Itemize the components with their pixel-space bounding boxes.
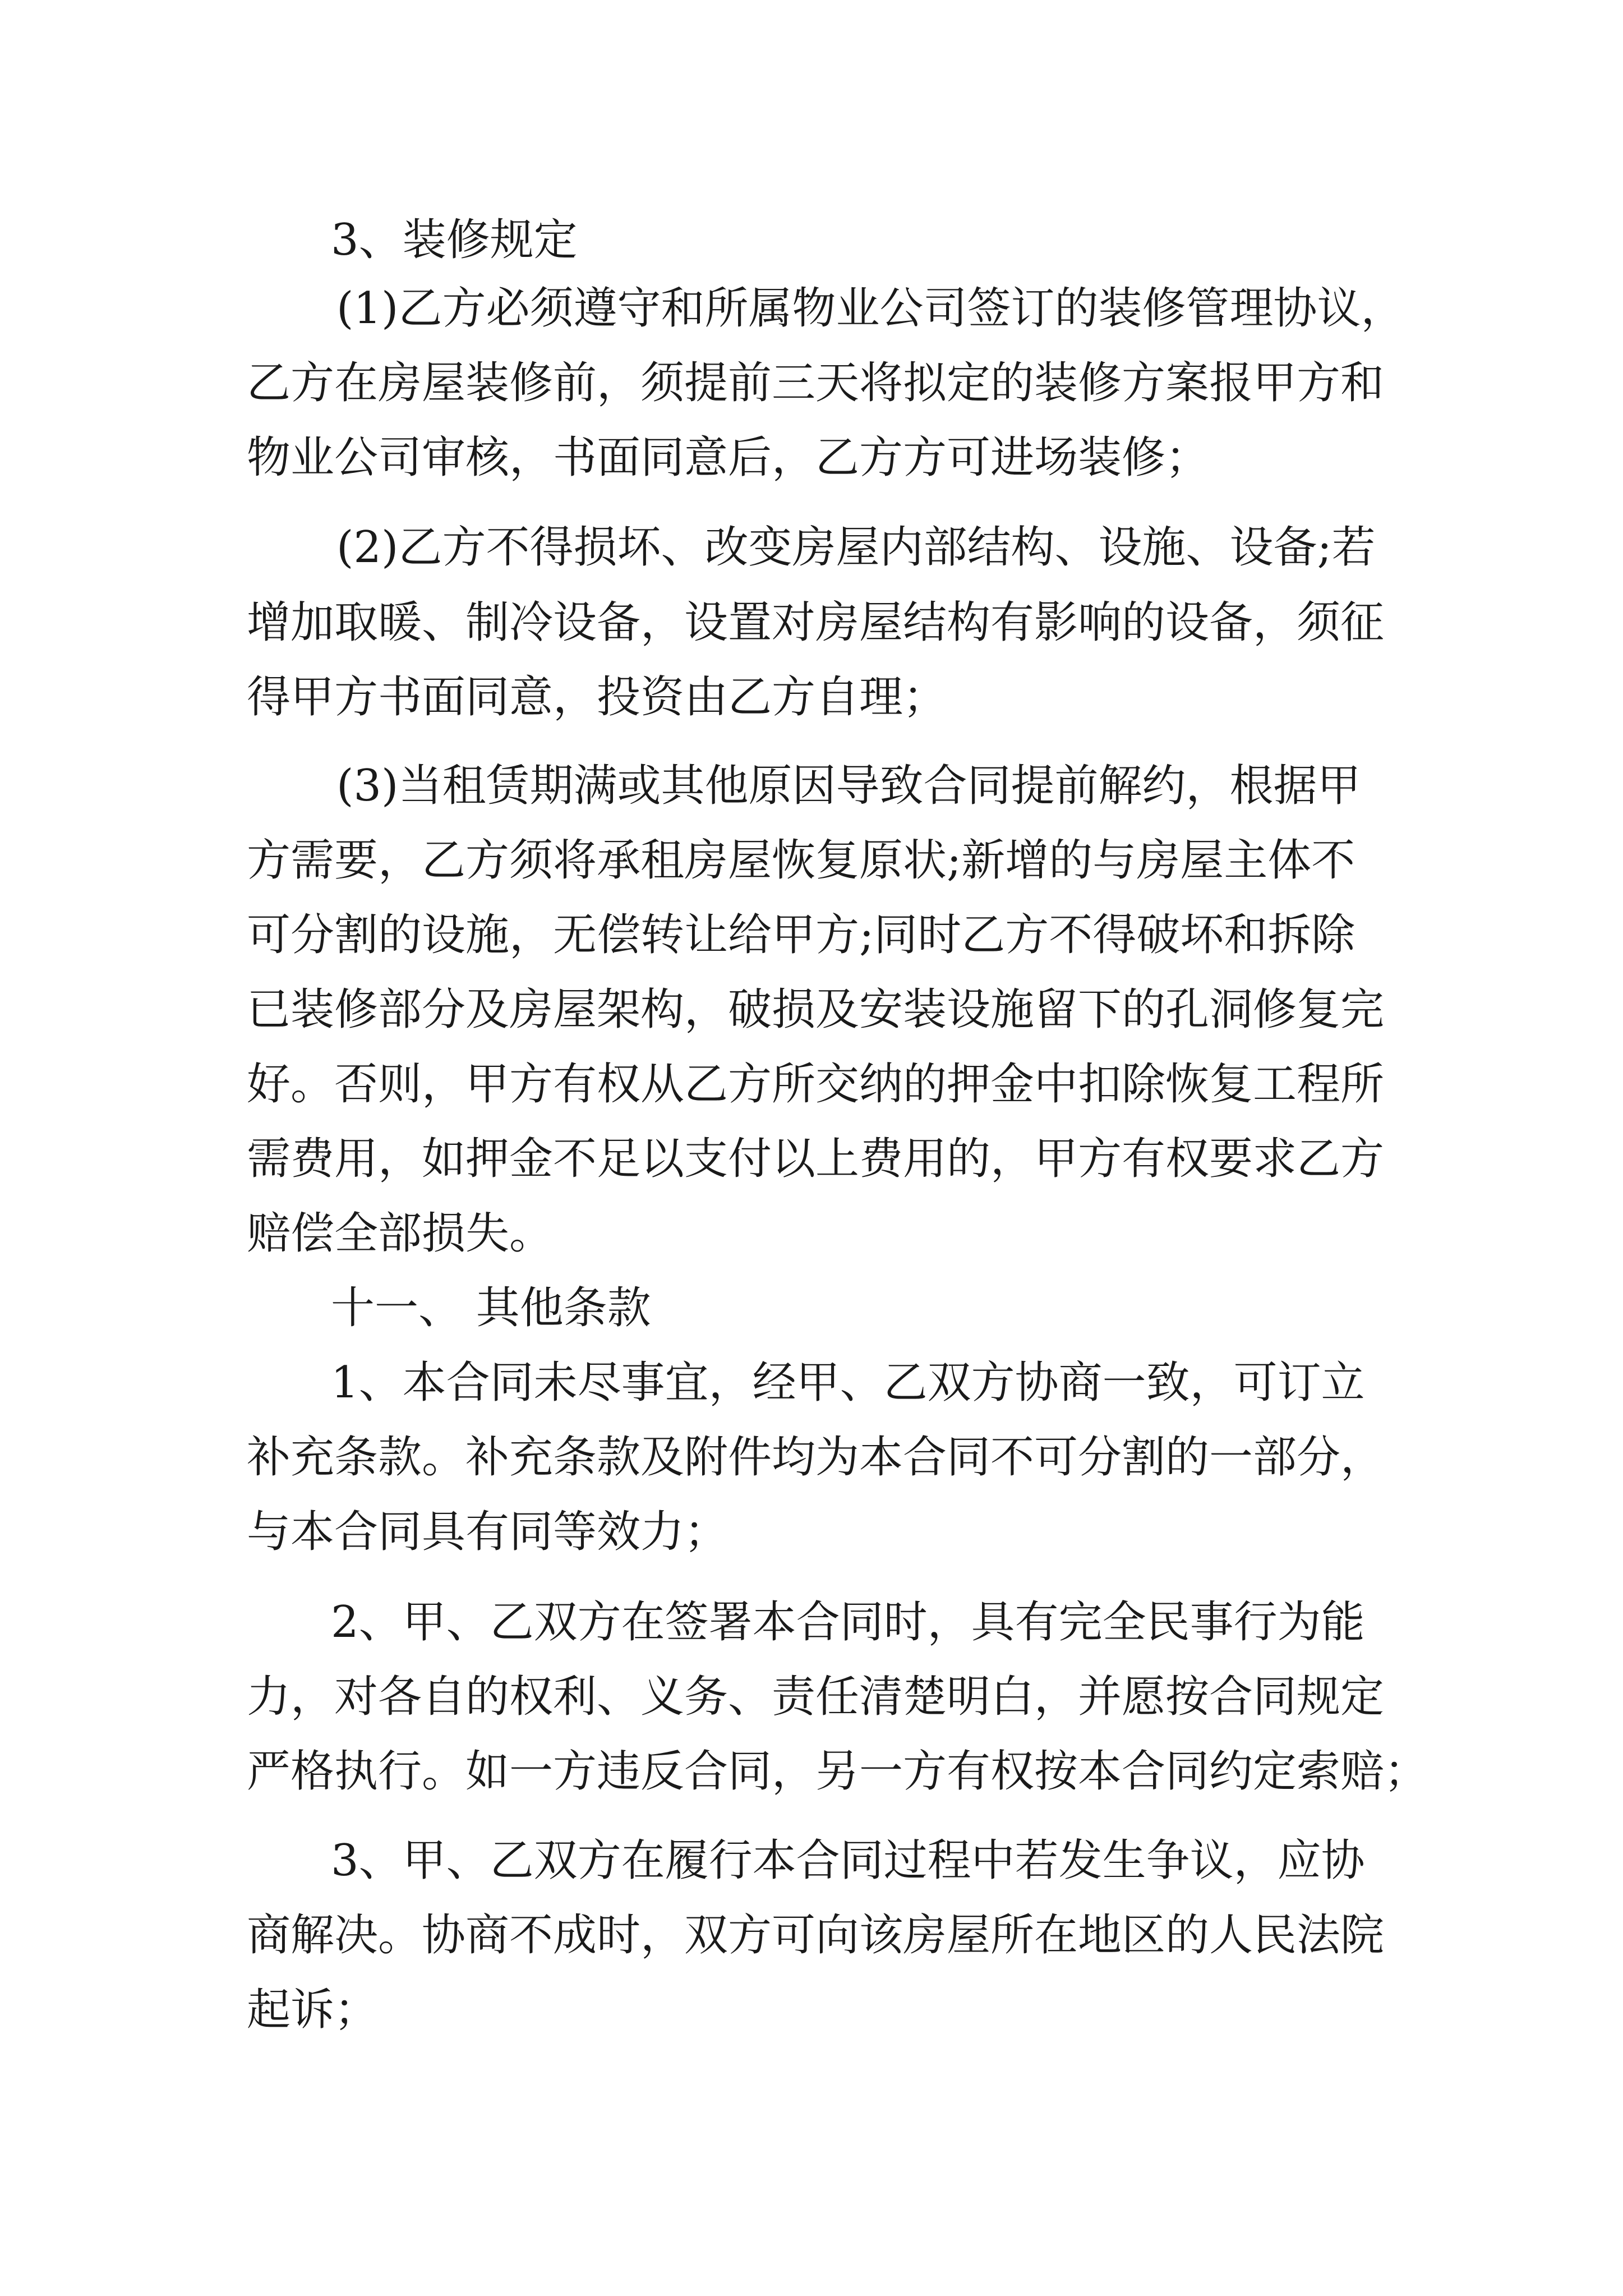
paragraph-line: 补充条款。补充条款及附件均为本合同不可分割的一部分， [247, 1432, 1385, 1483]
paragraph-line: 乙方在房屋装修前，须提前三天将拟定的装修方案报甲方和 [247, 358, 1385, 408]
paragraph-line: 严格执行。如一方违反合同，另一方有权按本合同约定索赔； [247, 1746, 1428, 1797]
paragraph-line: 赔偿全部损失。 [247, 1208, 554, 1259]
paragraph-line: 3、甲、乙双方在履行本合同过程中若发生争议，应协 [331, 1835, 1365, 1886]
section-heading-other-terms: 十一、 其他条款 [331, 1283, 651, 1333]
paragraph-line: 可分割的设施，无偿转让给甲方;同时乙方不得破坏和拆除 [247, 910, 1355, 960]
paragraph-line: 增加取暖、制冷设备，设置对房屋结构有影响的设备，须征 [247, 597, 1385, 648]
paragraph-line: 商解决。协商不成时，双方可向该房屋所在地区的人民法院 [247, 1910, 1385, 1961]
paragraph-line: 力，对各自的权利、义务、责任清楚明白，并愿按合同规定 [247, 1672, 1385, 1722]
paragraph-line: (3)当租赁期满或其他原因导致合同提前解约，根据甲 [336, 761, 1361, 811]
paragraph-line: (1)乙方必须遵守和所属物业公司签订的装修管理协议， [336, 283, 1405, 334]
paragraph-line: 2、甲、乙双方在签署本合同时，具有完全民事行为能 [331, 1597, 1365, 1648]
paragraph-line: 得甲方书面同意，投资由乙方自理； [247, 672, 947, 723]
paragraph-line: 起诉； [247, 1985, 379, 2035]
paragraph-line: (2)乙方不得损坏、改变房屋内部结构、设施、设备;若 [336, 522, 1376, 573]
paragraph-line: 已装修部分及房屋架构，破损及安装设施留下的孔洞修复完 [247, 984, 1385, 1035]
section-heading-decoration-rules: 3、装修规定 [331, 215, 578, 265]
paragraph-line: 需费用，如押金不足以支付以上费用的，甲方有权要求乙方 [247, 1134, 1385, 1184]
paragraph-line: 1、本合同未尽事宜，经甲、乙双方协商一致，可订立 [331, 1358, 1365, 1408]
paragraph-line: 方需要，乙方须将承租房屋恢复原状;新增的与房屋主体不 [247, 835, 1355, 886]
paragraph-line: 物业公司审核，书面同意后，乙方方可进场装修； [247, 432, 1210, 483]
paragraph-line: 与本合同具有同等效力； [247, 1507, 728, 1557]
paragraph-line: 好。否则，甲方有权从乙方所交纳的押金中扣除恢复工程所 [247, 1059, 1385, 1110]
